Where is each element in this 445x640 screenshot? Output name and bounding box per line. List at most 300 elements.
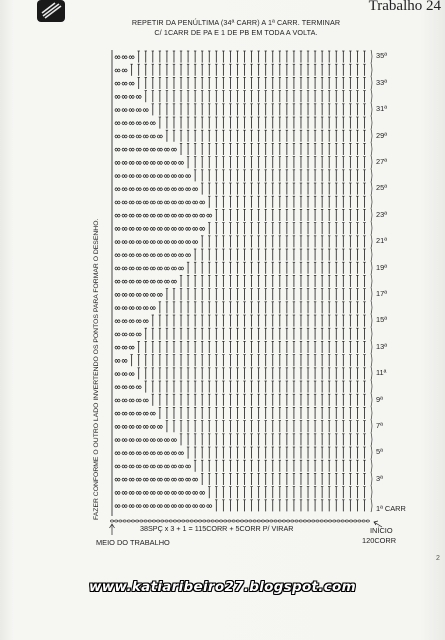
space-symbol — [122, 333, 127, 336]
space-symbol — [171, 465, 176, 468]
space-symbol — [164, 175, 169, 178]
space-symbol — [122, 109, 127, 112]
blog-watermark: www.katiaribeiro27.blogspot.com — [89, 579, 356, 595]
space-symbol — [115, 465, 120, 468]
space-symbol — [122, 135, 127, 138]
space-symbol — [136, 280, 141, 283]
space-symbol — [150, 412, 155, 415]
space-symbol — [150, 293, 155, 296]
space-symbol — [157, 201, 162, 204]
chain-symbol — [219, 520, 222, 522]
space-symbol — [136, 320, 141, 323]
space-symbol — [122, 95, 127, 98]
turning-chain — [371, 314, 372, 327]
space-symbol — [136, 214, 141, 217]
space-symbol — [150, 307, 155, 310]
chain-symbol — [232, 520, 235, 522]
chain-symbol — [169, 520, 172, 522]
chain-symbol — [198, 520, 201, 522]
turning-chain — [371, 327, 372, 340]
turning-chain — [371, 301, 372, 314]
space-symbol — [164, 505, 169, 508]
space-symbol — [122, 227, 127, 230]
space-symbol — [185, 478, 190, 481]
space-symbol — [122, 373, 127, 376]
space-symbol — [115, 122, 120, 125]
chain-symbol — [119, 520, 122, 522]
space-symbol — [143, 241, 148, 244]
space-symbol — [115, 505, 120, 508]
space-symbol — [115, 307, 120, 310]
chain-symbol — [316, 520, 319, 522]
space-symbol — [129, 412, 134, 415]
turning-chain — [371, 195, 372, 208]
space-symbol — [122, 399, 127, 402]
space-symbol — [164, 227, 169, 230]
turning-chain — [371, 288, 372, 301]
space-symbol — [150, 148, 155, 151]
chain-symbol — [161, 520, 164, 522]
space-symbol — [164, 280, 169, 283]
space-symbol — [122, 320, 127, 323]
chain-symbol — [282, 520, 285, 522]
space-symbol — [122, 148, 127, 151]
space-symbol — [122, 425, 127, 428]
chain-symbol — [127, 520, 130, 522]
space-symbol — [143, 399, 148, 402]
space-symbol — [143, 307, 148, 310]
chain-symbol — [324, 520, 327, 522]
chain-symbol — [144, 520, 147, 522]
space-symbol — [136, 95, 141, 98]
space-symbol — [164, 478, 169, 481]
row-label: 15ª — [376, 315, 387, 325]
space-symbol — [164, 188, 169, 191]
space-symbol — [115, 452, 120, 455]
chain-symbol — [240, 520, 243, 522]
chain-symbol — [140, 520, 143, 522]
space-symbol — [157, 425, 162, 428]
space-symbol — [129, 491, 134, 494]
space-symbol — [157, 175, 162, 178]
space-symbol — [193, 241, 198, 244]
chain-symbol — [123, 520, 126, 522]
space-symbol — [136, 175, 141, 178]
chain-symbol — [366, 520, 369, 522]
space-symbol — [129, 122, 134, 125]
space-symbol — [150, 439, 155, 442]
space-symbol — [164, 148, 169, 151]
space-symbol — [185, 175, 190, 178]
space-symbol — [136, 465, 141, 468]
turning-chain — [371, 420, 372, 433]
space-symbol — [178, 452, 183, 455]
space-symbol — [115, 161, 120, 164]
space-symbol — [129, 56, 134, 59]
space-symbol — [122, 505, 127, 508]
chain-symbol — [253, 520, 256, 522]
space-symbol — [185, 188, 190, 191]
row-label: 1ª CARR — [376, 504, 406, 514]
space-symbol — [143, 188, 148, 191]
space-symbol — [157, 161, 162, 164]
start-chain-label: 120CORR — [362, 536, 397, 545]
space-symbol — [129, 333, 134, 336]
chain-symbol — [177, 520, 180, 522]
space-symbol — [207, 505, 212, 508]
space-symbol — [178, 465, 183, 468]
chain-symbol — [354, 520, 357, 522]
space-symbol — [129, 188, 134, 191]
space-symbol — [122, 56, 127, 59]
chain-symbol — [182, 520, 185, 522]
chain-symbol — [333, 520, 336, 522]
turning-chain — [371, 406, 372, 419]
turning-chain — [371, 50, 372, 63]
space-symbol — [143, 161, 148, 164]
space-symbol — [150, 241, 155, 244]
space-symbol — [115, 254, 120, 257]
chain-symbol — [190, 520, 193, 522]
row-label: 13ª — [376, 341, 387, 351]
turning-chain — [371, 499, 372, 512]
space-symbol — [122, 267, 127, 270]
space-symbol — [178, 201, 183, 204]
space-symbol — [122, 346, 127, 349]
space-symbol — [164, 439, 169, 442]
space-symbol — [157, 452, 162, 455]
space-symbol — [143, 491, 148, 494]
chain-symbol — [110, 520, 113, 522]
space-symbol — [164, 491, 169, 494]
turning-chain — [371, 261, 372, 274]
chain-symbol — [236, 520, 239, 522]
chain-symbol — [249, 520, 252, 522]
space-symbol — [136, 307, 141, 310]
row-label: 35ª — [376, 51, 387, 61]
space-symbol — [178, 175, 183, 178]
chain-symbol — [131, 520, 134, 522]
chain-symbol — [203, 520, 206, 522]
chain-symbol — [328, 520, 331, 522]
space-symbol — [115, 241, 120, 244]
turning-chain — [371, 446, 372, 459]
space-symbol — [171, 254, 176, 257]
space-symbol — [115, 320, 120, 323]
space-symbol — [115, 175, 120, 178]
start-label: INÍCIO — [370, 526, 393, 535]
space-symbol — [115, 214, 120, 217]
repeat-instruction-line1: REPETIR DA PENÚLTIMA (34ª CARR) A 1ª CARR. TERMINAR — [131, 18, 341, 27]
space-symbol — [136, 122, 141, 125]
space-symbol — [185, 214, 190, 217]
chain-symbol — [228, 520, 231, 522]
space-symbol — [115, 267, 120, 270]
space-symbol — [129, 175, 134, 178]
space-symbol — [122, 280, 127, 283]
row-label: 23ª — [376, 209, 387, 219]
space-symbol — [115, 373, 120, 376]
space-symbol — [150, 505, 155, 508]
space-symbol — [150, 465, 155, 468]
row-label: 19ª — [376, 262, 387, 272]
space-symbol — [136, 148, 141, 151]
space-symbol — [157, 214, 162, 217]
chain-symbol — [320, 520, 323, 522]
space-symbol — [157, 254, 162, 257]
chain-symbol — [194, 520, 197, 522]
space-symbol — [136, 254, 141, 257]
space-symbol — [136, 241, 141, 244]
space-symbol — [157, 188, 162, 191]
row-label: 3ª — [376, 473, 383, 483]
space-symbol — [171, 214, 176, 217]
space-symbol — [157, 478, 162, 481]
space-symbol — [157, 293, 162, 296]
space-symbol — [185, 254, 190, 257]
space-symbol — [178, 505, 183, 508]
space-symbol — [129, 386, 134, 389]
space-symbol — [129, 425, 134, 428]
space-symbol — [136, 439, 141, 442]
space-symbol — [115, 227, 120, 230]
space-symbol — [122, 478, 127, 481]
space-symbol — [150, 478, 155, 481]
space-symbol — [115, 148, 120, 151]
turning-chain — [371, 76, 372, 89]
space-symbol — [143, 135, 148, 138]
turning-chain — [371, 156, 372, 169]
turning-chain — [371, 393, 372, 406]
row-label: 17ª — [376, 288, 387, 298]
space-symbol — [150, 267, 155, 270]
space-symbol — [171, 478, 176, 481]
space-symbol — [136, 425, 141, 428]
space-symbol — [143, 148, 148, 151]
space-symbol — [115, 478, 120, 481]
space-symbol — [157, 135, 162, 138]
chain-symbol — [266, 520, 269, 522]
space-symbol — [136, 452, 141, 455]
space-symbol — [171, 227, 176, 230]
space-symbol — [115, 412, 120, 415]
space-symbol — [200, 201, 205, 204]
space-symbol — [115, 359, 120, 362]
turning-chain — [371, 182, 372, 195]
space-symbol — [157, 465, 162, 468]
space-symbol — [122, 412, 127, 415]
space-symbol — [185, 465, 190, 468]
space-symbol — [143, 280, 148, 283]
space-symbol — [193, 478, 198, 481]
space-symbol — [136, 478, 141, 481]
space-symbol — [171, 148, 176, 151]
space-symbol — [171, 175, 176, 178]
turning-chain — [371, 90, 372, 103]
space-symbol — [143, 254, 148, 257]
space-symbol — [143, 293, 148, 296]
space-symbol — [136, 333, 141, 336]
space-symbol — [143, 175, 148, 178]
chain-count-note: 38SPÇ x 3 + 1 = 115CORR + 5CORR P/ VIRAR — [140, 524, 294, 533]
space-symbol — [136, 412, 141, 415]
space-symbol — [193, 491, 198, 494]
space-symbol — [129, 241, 134, 244]
space-symbol — [193, 214, 198, 217]
space-symbol — [200, 505, 205, 508]
space-symbol — [115, 333, 120, 336]
space-symbol — [143, 425, 148, 428]
space-symbol — [200, 491, 205, 494]
turning-chain — [371, 142, 372, 155]
space-symbol — [178, 491, 183, 494]
chain-symbol — [274, 520, 277, 522]
page-title: Trabalho 24 — [368, 0, 441, 14]
space-symbol — [136, 201, 141, 204]
space-symbol — [143, 201, 148, 204]
space-symbol — [115, 346, 120, 349]
space-symbol — [150, 280, 155, 283]
chain-symbol — [303, 520, 306, 522]
chain-symbol — [115, 520, 118, 522]
space-symbol — [143, 267, 148, 270]
space-symbol — [136, 135, 141, 138]
space-symbol — [178, 161, 183, 164]
space-symbol — [122, 359, 127, 362]
chain-symbol — [362, 520, 365, 522]
space-symbol — [143, 122, 148, 125]
space-symbol — [185, 201, 190, 204]
space-symbol — [129, 439, 134, 442]
space-symbol — [164, 452, 169, 455]
space-symbol — [157, 491, 162, 494]
space-symbol — [150, 227, 155, 230]
space-symbol — [115, 56, 120, 59]
space-symbol — [185, 241, 190, 244]
space-symbol — [122, 122, 127, 125]
turning-chain — [371, 248, 372, 261]
space-symbol — [164, 161, 169, 164]
space-symbol — [136, 267, 141, 270]
space-symbol — [185, 227, 190, 230]
space-symbol — [115, 293, 120, 296]
space-symbol — [178, 241, 183, 244]
space-symbol — [122, 175, 127, 178]
row-label: 5ª — [376, 447, 383, 457]
space-symbol — [136, 188, 141, 191]
space-symbol — [150, 254, 155, 257]
turning-chain — [371, 103, 372, 116]
chain-symbol — [152, 520, 155, 522]
space-symbol — [115, 95, 120, 98]
space-symbol — [129, 307, 134, 310]
row-label: 29ª — [376, 130, 387, 140]
space-symbol — [171, 241, 176, 244]
space-symbol — [150, 175, 155, 178]
space-symbol — [136, 386, 141, 389]
row-label: 25ª — [376, 183, 387, 193]
space-symbol — [115, 188, 120, 191]
row-label: 33ª — [376, 77, 387, 87]
space-symbol — [115, 386, 120, 389]
space-symbol — [150, 122, 155, 125]
space-symbol — [129, 465, 134, 468]
space-symbol — [157, 439, 162, 442]
page-number: 2 — [436, 555, 440, 562]
space-symbol — [129, 254, 134, 257]
space-symbol — [150, 214, 155, 217]
turning-chain — [371, 235, 372, 248]
space-symbol — [129, 109, 134, 112]
middle-of-work-label: MEIO DO TRABALHO — [96, 538, 170, 547]
space-symbol — [171, 280, 176, 283]
space-symbol — [129, 280, 134, 283]
space-symbol — [143, 505, 148, 508]
chain-symbol — [186, 520, 189, 522]
space-symbol — [157, 241, 162, 244]
space-symbol — [129, 505, 134, 508]
space-symbol — [143, 439, 148, 442]
space-symbol — [136, 227, 141, 230]
turning-chain — [371, 472, 372, 485]
space-symbol — [171, 452, 176, 455]
space-symbol — [115, 399, 120, 402]
chain-symbol — [245, 520, 248, 522]
space-symbol — [150, 135, 155, 138]
space-symbol — [200, 214, 205, 217]
space-symbol — [129, 373, 134, 376]
space-symbol — [122, 452, 127, 455]
chain-symbol — [345, 520, 348, 522]
space-symbol — [129, 82, 134, 85]
space-symbol — [150, 188, 155, 191]
space-symbol — [185, 505, 190, 508]
space-symbol — [171, 201, 176, 204]
chain-symbol — [136, 520, 139, 522]
turning-chain — [371, 459, 372, 472]
space-symbol — [115, 135, 120, 138]
space-symbol — [143, 452, 148, 455]
space-symbol — [143, 412, 148, 415]
chain-symbol — [270, 520, 273, 522]
space-symbol — [157, 227, 162, 230]
chain-symbol — [358, 520, 361, 522]
space-symbol — [178, 214, 183, 217]
space-symbol — [193, 505, 198, 508]
space-symbol — [122, 439, 127, 442]
turning-chain — [371, 433, 372, 446]
space-symbol — [115, 425, 120, 428]
space-symbol — [115, 439, 120, 442]
space-symbol — [115, 201, 120, 204]
space-symbol — [157, 267, 162, 270]
chain-symbol — [157, 520, 160, 522]
chain-symbol — [148, 520, 151, 522]
space-symbol — [171, 505, 176, 508]
space-symbol — [171, 491, 176, 494]
space-symbol — [164, 214, 169, 217]
space-symbol — [157, 280, 162, 283]
space-symbol — [171, 161, 176, 164]
space-symbol — [171, 439, 176, 442]
chain-symbol — [207, 520, 210, 522]
row-label: 11ª — [376, 368, 387, 378]
space-symbol — [164, 201, 169, 204]
space-symbol — [122, 386, 127, 389]
space-symbol — [122, 465, 127, 468]
repeat-instruction-line2: C/ 1CARR DE PA E 1 DE PB EM TODA A VOLTA. — [154, 28, 318, 37]
chain-symbol — [278, 520, 281, 522]
